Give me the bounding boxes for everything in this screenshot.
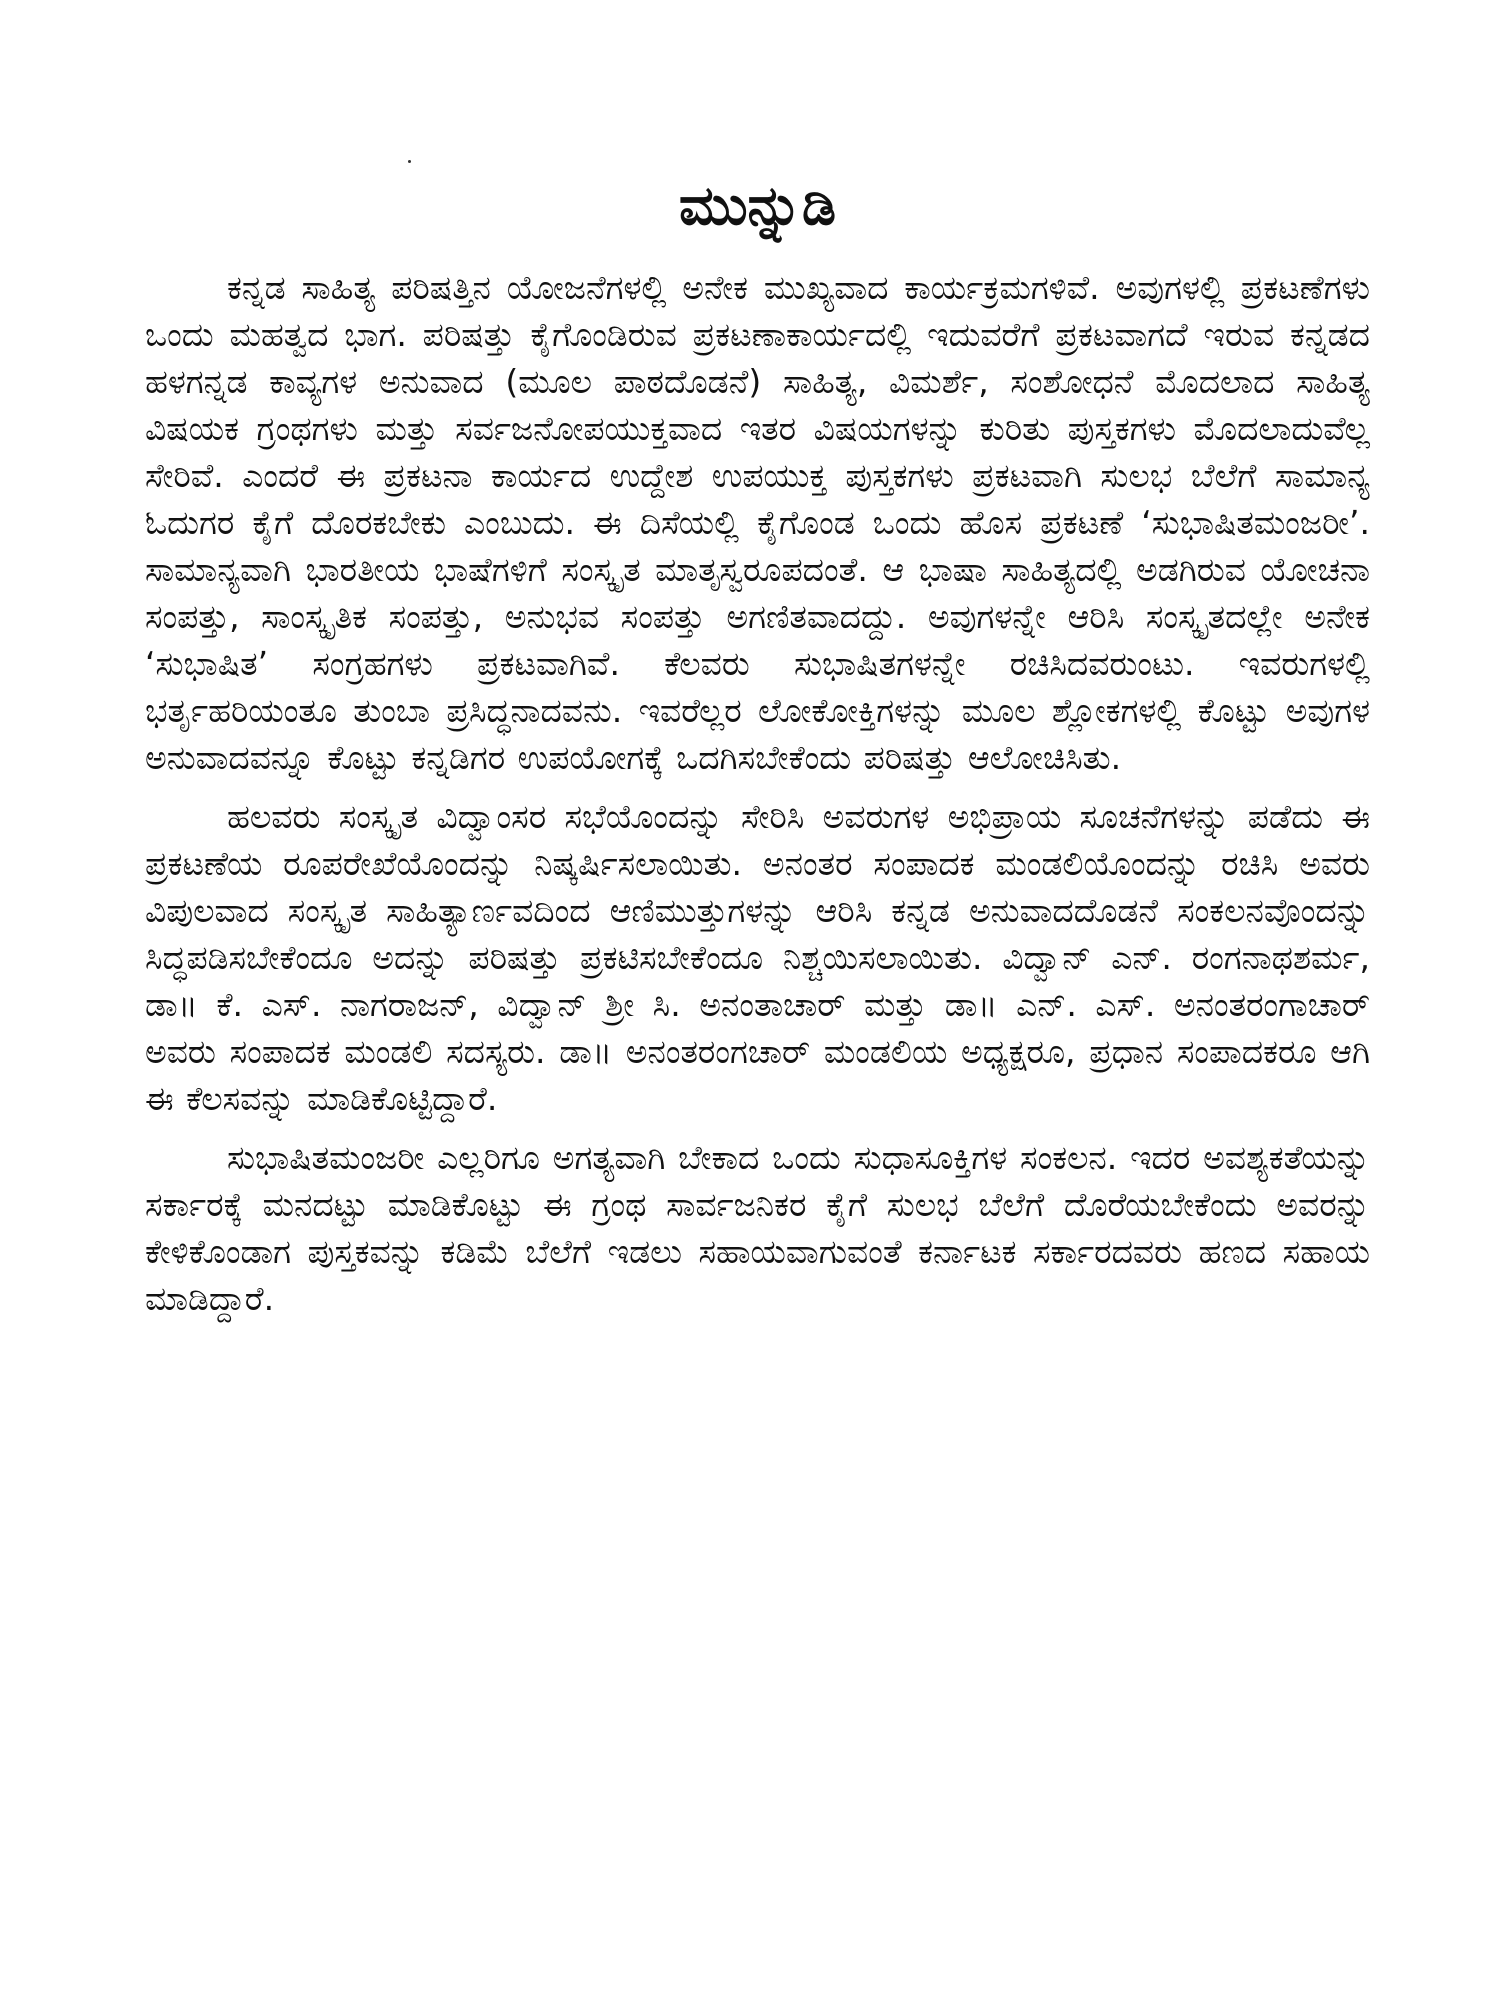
paragraph-1: ಕನ್ನಡ ಸಾಹಿತ್ಯ ಪರಿಷತ್ತಿನ ಯೋಜನೆಗಳಲ್ಲಿ ಅನೇಕ ಮುಖ್ಯವಾದ ಕಾರ್ಯಕ್ರಮಗಳಿವೆ. ಅವುಗಳಲ್ಲಿ ಪ್ರಕಟಣೆಗಳು ಒಂದು ಮಹತ್ವದ ಭಾಗ. ಪರಿಷತ್ತು ಕೈಗೊಂಡಿರುವ ಪ್ರಕಟಣಾಕಾರ್ಯದಲ್ಲಿ ಇದುವರೆಗೆ ಪ್ರಕಟವಾಗದೆ ಇರುವ ಕನ್ನಡದ ಹಳಗನ್ನಡ ಕಾವ್ಯಗಳ ಅನುವಾದ (ಮೂಲ ಪಾಠದೊಡನೆ) ಸಾಹಿತ್ಯ, ವಿಮರ್ಶೆ, ಸಂಶೋಧನೆ ಮೊದಲಾದ ಸಾಹಿತ್ಯ ವಿಷಯಕ ಗ್ರಂಥಗಳು ಮತ್ತು ಸರ್ವಜನೋಪಯುಕ್ತವಾದ ಇತರ ವಿಷಯಗಳನ್ನು ಕುರಿತು ಪುಸ್ತಕಗಳು ಮೊದಲಾದುವೆಲ್ಲ ಸೇರಿವೆ. ಎಂದರೆ ಈ ಪ್ರಕಟನಾ ಕಾರ್ಯದ ಉದ್ದೇಶ ಉಪಯುಕ್ತ ಪುಸ್ತಕಗಳು ಪ್ರಕಟವಾಗಿ ಸುಲಭ ಬೆಲೆಗೆ ಸಾಮಾನ್ಯ ಓದುಗರ ಕೈಗೆ ದೊರಕಬೇಕು ಎಂಬುದು. ಈ ದಿಸೆಯಲ್ಲಿ ಕೈಗೊಂಡ ಒಂದು ಹೊಸ ಪ್ರಕಟಣೆ ‘ಸುಭಾಷಿತಮಂಜರೀ’. ಸಾಮಾನ್ಯವಾಗಿ ಭಾರತೀಯ ಭಾಷೆಗಳಿಗೆ ಸಂಸ್ಕೃತ ಮಾತೃಸ್ವರೂಪದಂತೆ. ಆ ಭಾಷಾ ಸಾಹಿತ್ಯದಲ್ಲಿ ಅಡಗಿರುವ ಯೋಚನಾ ಸಂಪತ್ತು, ಸಾಂಸ್ಕೃತಿಕ ಸಂಪತ್ತು, ಅನುಭವ ಸಂಪತ್ತು ಅಗಣಿತವಾದದ್ದು. ಅವುಗಳನ್ನೇ ಆರಿಸಿ ಸಂಸ್ಕೃತದಲ್ಲೇ ಅನೇಕ ‘ಸುಭಾಷಿತ’ ಸಂಗ್ರಹಗಳು ಪ್ರಕಟವಾಗಿವೆ. ಕೆಲವರು ಸುಭಾಷಿತಗಳನ್ನೇ ರಚಿಸಿದವರುಂಟು. ಇವರುಗಳಲ್ಲಿ ಭರ್ತೃಹರಿಯಂತೂ ತುಂಬಾ ಪ್ರಸಿದ್ಧನಾದವನು. ಇವರೆಲ್ಲರ ಲೋಕೋಕ್ತಿಗಳನ್ನು ಮೂಲ ಶ್ಲೋಕಗಳಲ್ಲಿ ಕೊಟ್ಟು ಅವುಗಳ ಅನುವಾದವನ್ನೂ ಕೊಟ್ಟು ಕನ್ನಡಿಗರ ಉಪಯೋಗಕ್ಕೆ ಒದಗಿಸಬೇಕೆಂದು ಪರಿಷತ್ತು ಆಲೋಚಿಸಿತು. (145, 268, 1370, 777)
paragraph-2: ಹಲವರು ಸಂಸ್ಕೃತ ವಿದ್ವಾಂಸರ ಸಭೆಯೊಂದನ್ನು ಸೇರಿಸಿ ಅವರುಗಳ ಅಭಿಪ್ರಾಯ ಸೂಚನೆಗಳನ್ನು ಪಡೆದು ಈ ಪ್ರಕಟಣೆಯ ರೂಪರೇಖೆಯೊಂದನ್ನು ನಿಷ್ಕರ್ಷಿಸಲಾಯಿತು. ಅನಂತರ ಸಂಪಾದಕ ಮಂಡಲಿಯೊಂದನ್ನು ರಚಿಸಿ ಅವರು ವಿಪುಲವಾದ ಸಂಸ್ಕೃತ ಸಾಹಿತ್ಯಾರ್ಣವದಿಂದ ಆಣಿಮುತ್ತುಗಳನ್ನು ಆರಿಸಿ ಕನ್ನಡ ಅನುವಾದದೊಡನೆ ಸಂಕಲನವೊಂದನ್ನು ಸಿದ್ಧಪಡಿಸಬೇಕೆಂದೂ ಅದನ್ನು ಪರಿಷತ್ತು ಪ್ರಕಟಿಸಬೇಕೆಂದೂ ನಿಶ್ಚಯಿಸಲಾಯಿತು. ವಿದ್ವಾನ್ ಎನ್. ರಂಗನಾಥಶರ್ಮ, ಡಾ॥ ಕೆ. ಎಸ್. ನಾಗರಾಜನ್, ವಿದ್ವಾನ್ ಶ್ರೀ ಸಿ. ಅನಂತಾಚಾರ್ ಮತ್ತು ಡಾ॥ ಎನ್. ಎಸ್. ಅನಂತರಂಗಾಚಾರ್ ಅವರು ಸಂಪಾದಕ ಮಂಡಲಿ ಸದಸ್ಯರು. ಡಾ॥ ಅನಂತರಂಗಚಾರ್ ಮಂಡಲಿಯ ಅಧ್ಯಕ್ಷರೂ, ಪ್ರಧಾನ ಸಂಪಾದಕರೂ ಆಗಿ ಈ ಕೆಲಸವನ್ನು ಮಾಡಿಕೊಟ್ಟಿದ್ದಾರೆ. (145, 797, 1370, 1118)
page-title: ಮುನ್ನುಡಿ (678, 174, 837, 237)
scan-speck (408, 160, 411, 163)
document-page (145, 170, 1370, 1940)
paragraph-3: ಸುಭಾಷಿತಮಂಜರೀ ಎಲ್ಲರಿಗೂ ಅಗತ್ಯವಾಗಿ ಬೇಕಾದ ಒಂದು ಸುಧಾಸೂಕ್ತಿಗಳ ಸಂಕಲನ. ಇದರ ಅವಶ್ಯಕತೆಯನ್ನು ಸರ್ಕಾರಕ್ಕೆ ಮನದಟ್ಟು ಮಾಡಿಕೊಟ್ಟು ಈ ಗ್ರಂಥ ಸಾರ್ವಜನಿಕರ ಕೈಗೆ ಸುಲಭ ಬೆಲೆಗೆ ದೊರೆಯಬೇಕೆಂದು ಅವರನ್ನು ಕೇಳಿಕೊಂಡಾಗ ಪುಸ್ತಕವನ್ನು ಕಡಿಮೆ ಬೆಲೆಗೆ ಇಡಲು ಸಹಾಯವಾಗುವಂತೆ ಕರ್ನಾಟಕ ಸರ್ಕಾರದವರು ಹಣದ ಸಹಾಯ ಮಾಡಿದ್ದಾರೆ. (145, 1138, 1370, 1318)
